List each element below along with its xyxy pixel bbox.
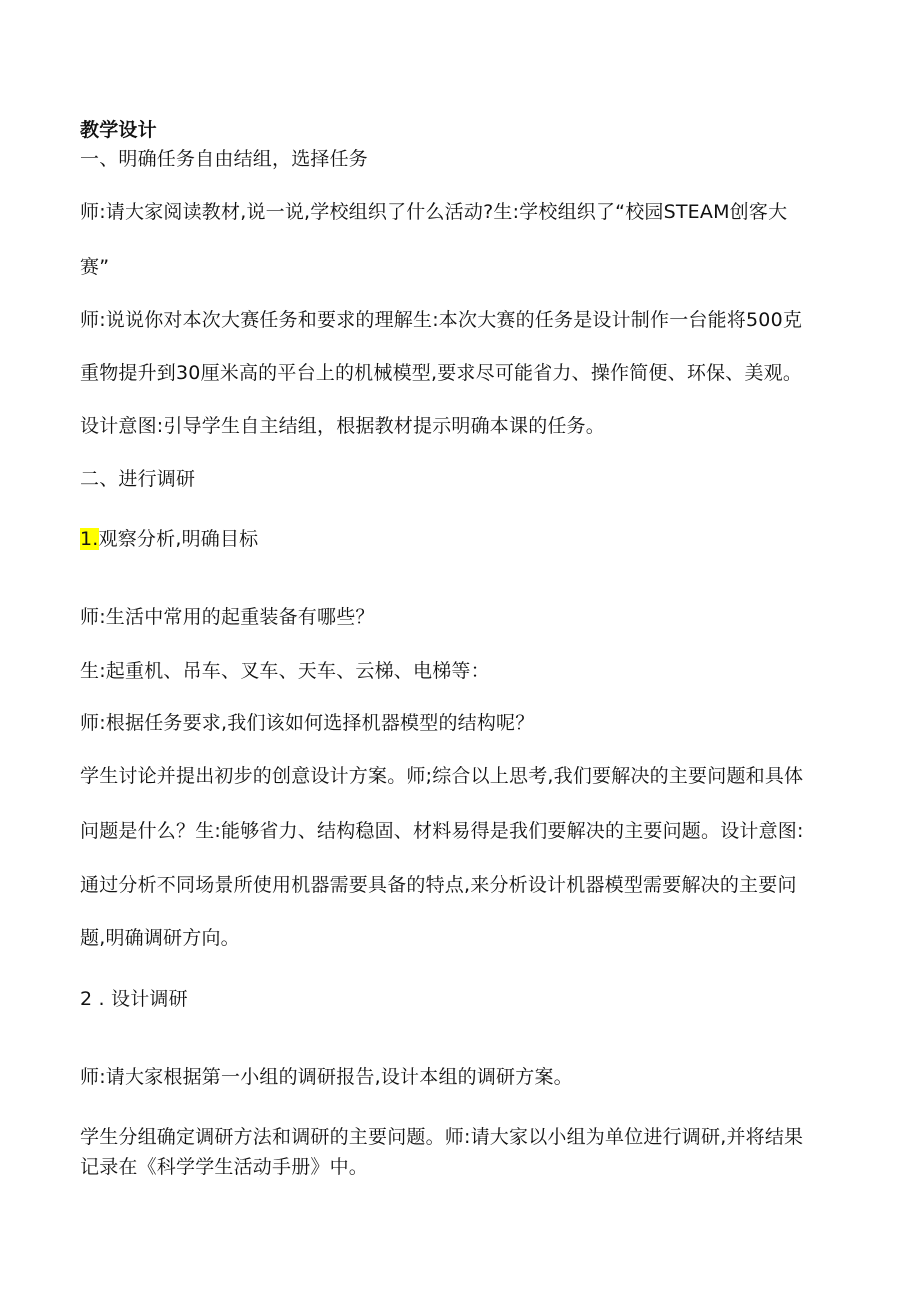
paragraph-7-line-3: 通过分析不同场景所使用机器需要具备的特点,来分析设计机器模型需要解决的主要问: [80, 874, 797, 896]
paragraph-8: 师:请大家根据第一小组的调研报告,设计本组的调研方案。: [80, 1066, 573, 1088]
paragraph-7-line-2: 问题是什么？生:能够省力、结构稳固、材料易得是我们要解决的主要问题。设计意图:: [80, 820, 804, 842]
paragraph-question-1: 师:生活中常用的起重装备有哪些？: [80, 606, 375, 628]
paragraph-1-line-2: 赛”: [80, 256, 110, 278]
paragraph-9-line-2: 记录在《科学学生活动手册》中。: [80, 1156, 369, 1178]
document-title: 教学设计: [80, 119, 157, 141]
paragraph-1-line-1: 师:请大家阅读教材,说一说,学校组织了什么活动?生:学校组织了“校园STEAM创客大: [80, 201, 788, 223]
subheading-2: 2 . 设计调研: [80, 988, 188, 1010]
subheading-1: [80, 527, 258, 551]
paragraph-question-2: 师:根据任务要求,我们该如何选择机器模型的结构呢？: [80, 712, 535, 734]
highlighted-number: 1.: [80, 528, 99, 550]
paragraph-2-line-2: 重物提升到30厘米高的平台上的机械模型,要求尽可能省力、操作简便、环保、美观。: [80, 362, 803, 384]
subheading-1-text: 观察分析,明确目标: [98, 528, 259, 550]
paragraph-9-line-1: 学生分组确定调研方法和调研的主要问题。师:请大家以小组为单位进行调研,并将结果: [80, 1126, 804, 1148]
design-intent-1: 设计意图:引导学生自主结组，根据教材提示明确本课的任务。: [80, 415, 606, 437]
paragraph-answer-1: 生:起重机、吊车、叉车、天车、云梯、电梯等：: [80, 660, 490, 682]
section-heading-2: 二、进行调研: [80, 468, 196, 490]
paragraph-7-line-4: 题,明确调研方向。: [80, 927, 240, 949]
section-heading-1: 一、明确任务自由结组，选择任务: [80, 148, 369, 170]
paragraph-7-line-1: 学生讨论并提出初步的创意设计方案。师;综合以上思考,我们要解决的主要问题和具体: [80, 765, 804, 787]
paragraph-2-line-1: 师:说说你对本次大赛任务和要求的理解生:本次大赛的任务是设计制作一台能将500克: [80, 309, 803, 331]
